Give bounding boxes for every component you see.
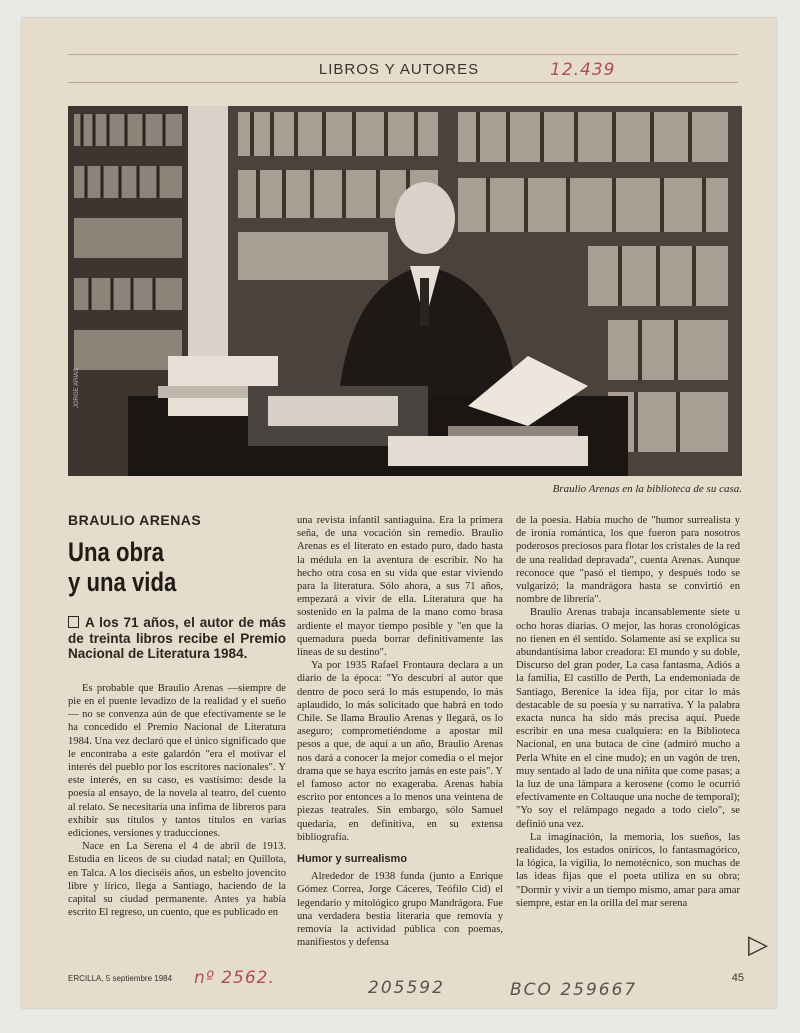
publication-line: ERCILLA, 5 septiembre 1984	[68, 974, 173, 983]
body-paragraph: Nace en La Serena el 4 de abril de 1913. Estudia en liceos de su ciudad natal; en Quillota, en Talca. A los dieciséis años, un esbelto jovencito libre y lírico, llega a Santiago, haciendo de la capital su ciudad permanente. Antes ya había escrito El regreso, un cuento, que es publicado en	[68, 841, 286, 919]
body-paragraph: una revista infantil santiaguina. Era la primera seña, de una vocación sin remedio. Braulio Arenas es el literato en estado puro, dado hasta la médula en la aventura de escribir. No ha hecho otra cosa en su vida que estar viviendo para la literatura. Sólo ahora, a sus 71 años, empezará a vivir de ella. Literatura que ha sostenido en la palma de la mano como brasa ardiente el mayor tiempo posible y "en que la quemadura pueda borrar definitivamente las líneas de su destino".	[297, 515, 503, 659]
body-paragraph: La imaginación, la memoria, los sueños, las realidades, los estados oníricos, lo fantasmagórico, la lógica, la vigilia, lo nemotécnico, son muchas de las ideas fijas que el poeta utiliza en su obra; "Dormir y vivir a un tiempo mismo, amar para amar siempre, estar en la orilla del mar serena	[516, 831, 740, 909]
handwritten-number: 12.439	[550, 60, 616, 80]
header-rule	[68, 82, 738, 83]
headline-line-2: y una vida	[68, 567, 177, 598]
article-headline	[68, 537, 281, 597]
article-column-2	[297, 514, 503, 950]
body-paragraph: Ya por 1935 Rafael Frontaura declara a un diario de la época: "Yo descubrí al autor que dentro de poco será lo más estupendo, lo más aplaudido, lo más solicitado que habrá en todo Chile. Se llama Braulio Arenas y llegará, os lo aseguro; comprometiéndome a apostar mil pesos a que, de aquí a un año, Braulio Arenas nos dará a conocer la mejor comedia o el mejor drama que se haya escrito jamás en este país". Y el famoso actor no exageraba. Arenas había escrito por entonces a lo menos una veintena de piezas teatrales. Sin embargo, sólo Samuel quedaría, en definitiva, en su extensa bibliografía.	[297, 660, 503, 843]
body-paragraph: de la poesía. Había mucho de "humor surrealista y de ironía romántica, los que fueron para nosotros poderosos preciosos para flotar los cristales de la red de una realidad depravada", cuenta Arenas. Aunque reconoce que "pasó el tiempo, y después todo se vulgarizó; la mandrágora hasta se convirtió en nombre de librería".	[516, 515, 740, 606]
body-paragraph: Es probable que Braulio Arenas —siempre de pie en el puente levadizo de la realidad y el sueño— no se convenza aún de que efectivamente se le ha concedido el Premio Nacional de Literatura 1984. Una vez declaró que el único significado que le encontraba a este galardón "era el motivar el interés del pueblo por los escritores nacionales". Y este interés, en su caso, es vastísimo: desde la poesía al ensayo, de la novela al teatro, del cuento al relato. Se necesitaría una ínfima de libreros para exhibir sus títulos y tantos títulos en varias ediciones, versiones y traducciones.	[68, 682, 286, 839]
article-column-1	[68, 514, 286, 919]
photo-illustration	[68, 106, 742, 476]
continue-arrow-icon: ▷	[748, 930, 768, 960]
photo-credit: JORGE ARIAS	[74, 367, 80, 408]
photo-author-library	[68, 106, 742, 476]
headline-line-1: Una obra	[68, 537, 164, 568]
body-paragraph: Alrededor de 1938 funda (junto a Enrique Gómez Correa, Jorge Cáceres, Teófilo Cid) el legendario y mitológico grupo Mandrágora. Fue una verdadera bestia literaria que removía y removía la actividad pública con poemas, manifiestos y defensa	[297, 871, 503, 949]
article-kicker: BRAULIO ARENAS	[68, 512, 202, 528]
newspaper-clipping	[22, 18, 776, 1008]
top-rule	[68, 54, 738, 55]
article-deck	[68, 615, 286, 662]
body-paragraph: Braulio Arenas trabaja incansablemente siete u ocho horas diarias. O mejor, las horas cronológicas no tienen en él sentido. Solamente así se explica su abundantísima labor creadora: El mundo y su doble, Discurso del gran poder, La casa fantasma, Adiós a la familia, El castillo de Perth, La endemoniada de Santiago, Berenice la idea fija, por citar lo más destacable de su poesía y su narrativa. Y la palabra exacta nunca ha sido más precisa aquí. Puede escribir en una mesa cualquiera: en la Biblioteca Nacional, en una butaca de cine (admiró mucho a Perla White en el cine mudo); en un vagón de tren, muy sentado al lado de una niñita que come pasas; a la luz de una lámpara a kerosene (como le ocurrió efectivamente en Coltauque una noche de temporal); "Yo soy el relámpago negado a todo cielo", se definió una vez.	[516, 607, 740, 830]
section-title: LIBROS Y AUTORES	[318, 61, 480, 78]
page-number: 45	[731, 972, 744, 984]
handwritten-left-number: nº 2562.	[194, 968, 275, 988]
pencil-catalog-number: BCO 259667	[510, 980, 638, 1000]
article-subhead: Humor y surrealismo	[297, 853, 408, 866]
pencil-number: 205592	[368, 978, 445, 998]
deck-bullet-box	[68, 616, 79, 628]
photo-caption: Braulio Arenas en la biblioteca de su casa.	[552, 483, 742, 495]
article-column-3	[516, 514, 740, 910]
deck-text: A los 71 años, el autor de más de treinta libros recibe el Premio Nacional de Literatura 1984.	[68, 615, 286, 662]
